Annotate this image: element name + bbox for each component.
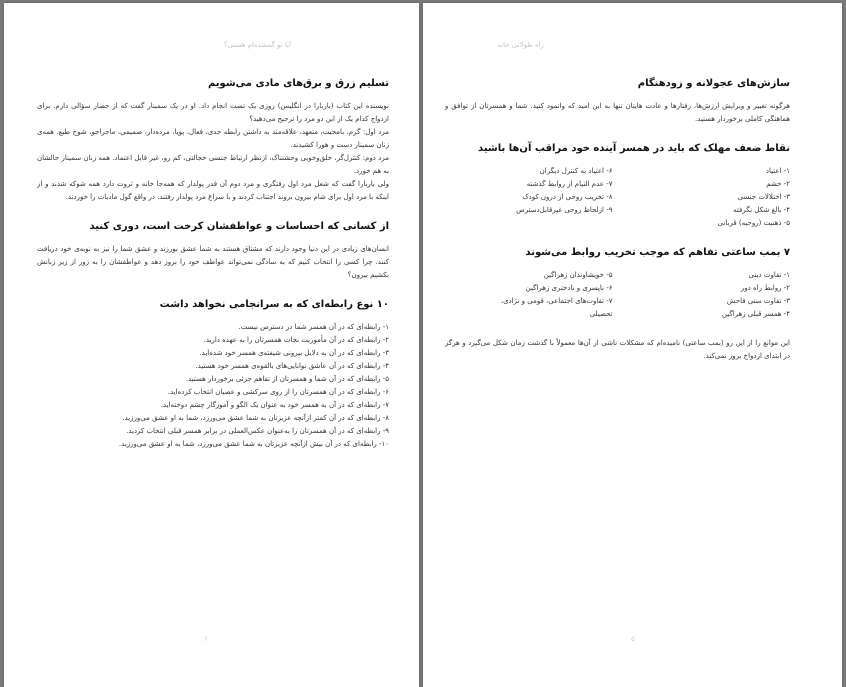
paragraph: هرگونه تغییر و ویرایش ارزش‌ها، رفتارها و عادت هایتان تنها به این امید که وانمود کنید، شما و همسرتان از توافق و هماهنگی کاملی برخوردار هستید. [445,102,790,123]
paragraph: مرد اول: گرم، بامحبت، متعهد، علاقه‌مند به داشتن رابطه جدی، فعال، پویا، مرده‌دار، صمیمی، ماجراجو، شوخ طبع. همه‌ی زنان سمینار دست و هورا کشیدند. [37,128,389,149]
list-item: ۹- رابطه‌ای که در آن همسرتان را به‌عنوان عکس‌العملی در برابر همسر قبلی انتخاب کردید. [126,427,389,435]
list-item: ۲- رابطه‌ای که در آن مأموریت نجات همسرتان را به عهده دارید. [203,336,389,344]
list-item: ۷- عدم التیام از روابط گذشته [526,180,613,188]
list-item: ۵- خویشاوندان زهراگین [543,271,613,279]
list-item: ۹- ازلحاظ روحی غیرقابل‌دسترس [516,206,613,214]
list-item: ۴- بالغ شکل نگرفته [733,206,790,214]
list-item: ۷- رابطه‌ای که در آن به همسر خود به عنوان یک الگو و آموزگار چشم دوخته‌اید. [160,401,389,409]
list-item: ۱- رابطه‌ای که در آن همسر شما در دسترس نیست. [238,323,389,331]
list-item: ۲- خشم [766,180,790,188]
list-item [445,217,613,230]
list-item: ۴- همسر قبلی زهراگین [721,310,790,318]
list-item: تحصیلی [589,310,613,318]
running-head: راه طولانی خانه [497,41,544,49]
list-item: ۸- تخریب روحی از درون کودک [522,193,613,201]
list-item: ۵- رابطه‌ای که در آن شما و همسرتان از تفاهم جزئی برخوردار هستید. [185,375,389,383]
section-numb-emotions [37,220,389,282]
right-page [423,3,842,687]
section-fatal-flaws [445,142,790,230]
left-page-content [37,77,389,467]
page-number: ۶ [204,635,208,643]
section-hasty-compromises [445,77,790,126]
section-heading: ۱۰ نوع رابطه‌ای که به سرانجامی نخواهد داشت [159,299,389,310]
paragraph: ولی باربارا گفت که شغل مرد اول رفتگری و مرد دوم آن قدر پولدار که همه‌جا خانه و ثروت دارد همه شوکه شدند و از اینکه با مرد اول برای شام بیرون بروند اجتناب کردند و با سراغ مرد پولدار رفتند. در واقع گول مادیات را خوردند. [37,180,389,201]
list-item: ۸- رابطه‌ای که در آن کمتر ازآنچه عزیزتان به شما عشق می‌ورزد، شما به او عشق می‌ورزید. [122,414,389,422]
running-head: آیا تو گمشده‌ام هستی؟ [223,41,291,49]
section-heading: از کسانی که احساسات و عواطفشان کرخت است، دوری کنید [89,221,389,232]
paragraph: این موانع را از این رو (بمب ساعتی) نامیده‌ام که مشکلات ناشی از آن‌ها معمولاً با گذشت زمان شکل می‌گیرد و هرگز در ابتدای ازدواج بروز نمی‌کند. [445,339,790,360]
section-material-temptation [37,77,389,204]
paragraph: انسان‌های زیادی در این دنیا وجود دارند که مشتاق هستند به شما عشق بورزند و عشق شما را نیز به نوبه‌ی خود دریافت کنند. چرا کسی را انتخاب کنیم که به سادگی نمی‌تواند عواطف خود را بروز دهد و عواطفشان را به زور از زیر زبانش بکشیم بیرون؟ [37,245,389,279]
right-page-content [445,77,790,379]
list-item: ۵- ذهنیت (روحیه) قربانی [717,219,790,227]
list-item: ۱- اعتیاد [765,167,790,175]
paragraph: مرد دوم: کنترل‌گر، خلق‌وخویی وحشتناک، ازنظر ارتباط جنسی خجالتی، کم رو، غیر قابل اعتماد. همه زنان سمینار حالشان به هم خورد. [37,154,389,175]
flaws-list [445,165,790,230]
list-item: ۷- تفاوت‌های اجتماعی، قومی و نژادی، [500,297,613,305]
list-item: ۱- تفاوت دینی [748,271,790,279]
left-page [4,3,419,687]
time-bombs-list [445,269,790,321]
list-item: ۶- ناپسری و نادختری زهراگین [525,284,613,292]
list-item: ۲- روابط راه دور [740,284,790,292]
page-number: ۵ [631,635,635,643]
section-heading: ۷ بمب ساعتی تفاهم که موجب تخریب روابط می‌شوند [525,247,790,258]
list-item: ۱۰- رابطه‌ای که در آن بیش ازآنچه عزیزتان به شما عشق می‌ورزد، شما به او عشق می‌ورزید. [118,440,389,448]
section-heading: سازش‌های عجولانه و زودهنگام [637,78,790,89]
relationship-list [37,321,389,451]
list-item: ۳- اختلالات جنسی [737,193,790,201]
list-item: ۶- اعتیاد به کنترل دیگران [539,167,613,175]
section-ten-relationships [37,298,389,451]
section-time-bombs [445,246,790,363]
section-heading: نقاط ضعف مهلک که باید در همسر آینده خود مراقب آن‌ها باشید [478,143,790,154]
list-item: ۳- رابطه‌ای که در آن به دلایل بیرونی شیفته‌ی همسر خود شده‌اید. [199,349,389,357]
list-item: ۶- رابطه‌ای که در آن همسرتان را از روی سرکشی و عصیان انتخاب کرده‌اید. [167,388,389,396]
section-heading: تسلیم زرق و برق‌های مادی می‌شویم [207,78,389,89]
list-item: ۳- تفاوت سنی فاحش [726,297,790,305]
list-item: ۴- رابطه‌ای که در آن عاشق توانایی‌های بالقوه‌ی همسر خود هستید. [195,362,389,370]
paragraph: نویسنده این کتاب (باربارا در انگلیس) روزی یک تست انجام داد. او در یک سمینار گفت که از حضار سؤالی دارم. برای ازدواج کدام یک از این دو مرد را ترجیح می‌دهید؟ [37,102,389,123]
